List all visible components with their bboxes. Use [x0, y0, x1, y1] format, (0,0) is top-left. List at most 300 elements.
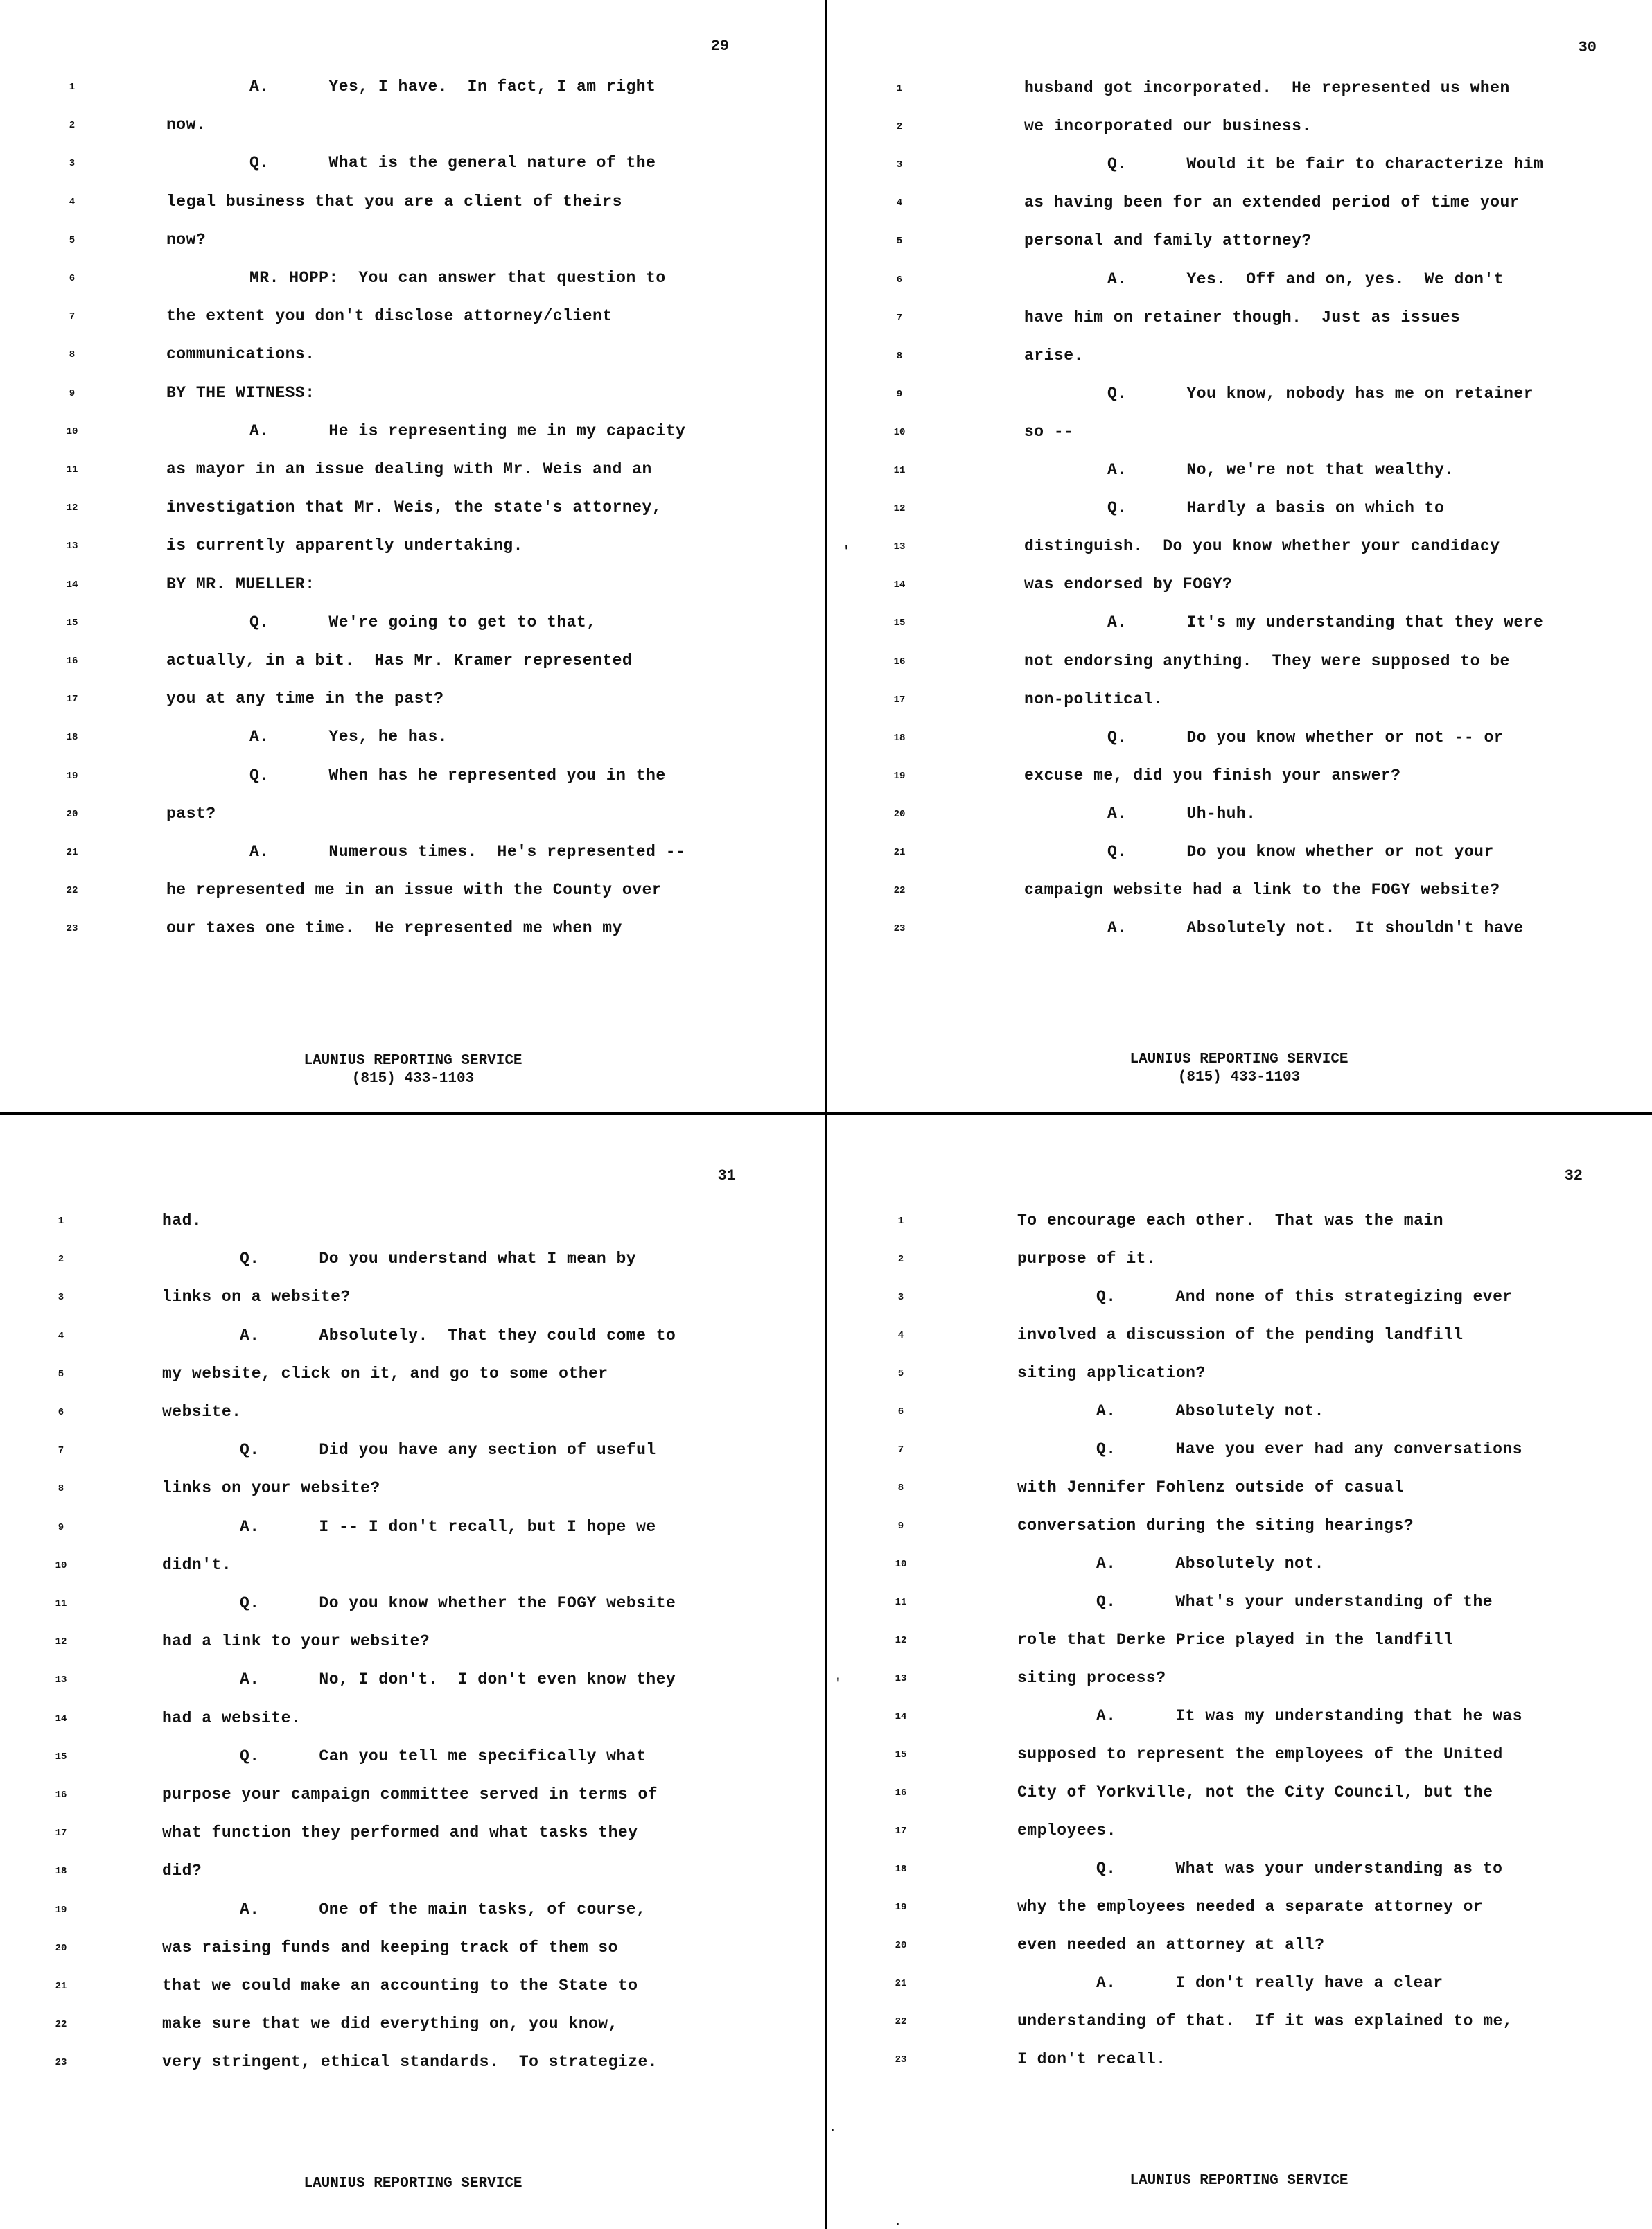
transcript-line	[826, 79, 1652, 107]
line-text: the extent you don't disclose attorney/client	[166, 307, 613, 326]
line-text: Q. When has he represented you in the	[249, 766, 666, 785]
line-number: 15	[893, 618, 906, 629]
line-number: 19	[66, 770, 78, 782]
line-text: had.	[162, 1212, 202, 1230]
line-text: you at any time in the past?	[166, 690, 444, 708]
line-text: very stringent, ethical standards. To strategize.	[162, 2053, 658, 2072]
line-number: 23	[66, 923, 78, 935]
line-text: links on a website?	[162, 1288, 351, 1306]
footer-company: LAUNIUS REPORTING SERVICE	[304, 2176, 522, 2192]
transcript-line	[0, 805, 826, 832]
line-number: 11	[893, 465, 906, 476]
transcript-line	[826, 1402, 1652, 1430]
line-number: 20	[895, 1940, 907, 1951]
transcript-line	[0, 1977, 826, 2004]
line-number: 8	[897, 1483, 904, 1494]
line-text: A. Absolutely not.	[1096, 1555, 1324, 1573]
transcript-line	[0, 652, 826, 679]
line-text: employees.	[1017, 1821, 1117, 1839]
line-number: 7	[897, 1444, 904, 1456]
scan-speck: '	[834, 1677, 842, 1691]
line-text: investigation that Mr. Weis, the state's attorney,	[166, 498, 662, 517]
line-text: MR. HOPP: You can answer that question to	[249, 269, 666, 287]
transcript-page-30	[826, 0, 1652, 1114]
transcript-line	[826, 1707, 1652, 1735]
line-number: 13	[893, 541, 906, 553]
line-text: involved a discussion of the pending landfill	[1017, 1326, 1464, 1344]
line-text: A. I -- I don't recall, but I hope we	[240, 1517, 656, 1536]
line-number: 13	[66, 541, 78, 552]
line-text: A. Yes. Off and on, yes. We don't	[1107, 270, 1504, 288]
line-number: 11	[55, 1598, 67, 1609]
line-text: Q. Do you know whether or not your	[1107, 843, 1494, 861]
line-text: A. Absolutely not. It shouldn't have	[1107, 919, 1524, 938]
line-number: 18	[55, 1866, 67, 1878]
line-text: have him on retainer though. Just as issues	[1024, 308, 1461, 326]
line-number: 5	[896, 236, 903, 247]
line-text: as having been for an extended period of time your	[1024, 193, 1520, 212]
footer-company: LAUNIUS REPORTING SERVICE	[304, 1053, 522, 1069]
line-number: 21	[893, 847, 906, 858]
transcript-line	[826, 155, 1652, 183]
line-number: 4	[69, 196, 76, 208]
line-text: A. He is representing me in my capacity	[249, 421, 686, 440]
vertical-divider	[825, 0, 827, 2229]
line-number: 8	[69, 349, 76, 361]
transcript-line	[0, 1632, 826, 1660]
line-number: 4	[896, 198, 903, 209]
transcript-line	[0, 767, 826, 794]
line-number: 22	[66, 885, 78, 897]
transcript-line	[0, 919, 826, 947]
line-text: BY MR. MUELLER:	[166, 575, 315, 593]
transcript-line	[826, 1555, 1652, 1582]
transcript-line	[826, 1250, 1652, 1277]
line-text: A. Numerous times. He's represented --	[249, 843, 686, 861]
line-text: supposed to represent the employees of the United	[1017, 1745, 1503, 1763]
line-number: 1	[897, 1216, 904, 1227]
transcript-line	[0, 1403, 826, 1431]
line-text: actually, in a bit. Has Mr. Kramer represented	[166, 652, 633, 670]
transcript-line	[0, 1441, 826, 1469]
line-text: siting process?	[1017, 1669, 1166, 1687]
line-number: 1	[896, 83, 903, 94]
line-text: was raising funds and keeping track of them so	[162, 1938, 618, 1957]
line-text: so --	[1024, 422, 1074, 441]
page-footer	[826, 1051, 1652, 1087]
line-number: 2	[58, 1254, 64, 1266]
transcript-line	[0, 690, 826, 717]
transcript-line	[826, 270, 1652, 298]
transcript-line	[826, 1783, 1652, 1811]
line-number: 2	[897, 1254, 904, 1265]
line-number: 7	[69, 311, 76, 323]
transcript-line	[0, 1288, 826, 1315]
transcript-line	[0, 1250, 826, 1277]
transcript-lines	[0, 0, 826, 1114]
line-text: understanding of that. If it was explained to me,	[1017, 2012, 1513, 2030]
line-number: 5	[58, 1368, 64, 1380]
footer-phone: (815) 433-1103	[1177, 1069, 1301, 1085]
transcript-line	[826, 1364, 1652, 1392]
page-number: 31	[717, 1167, 736, 1185]
line-number: 5	[897, 1368, 904, 1379]
line-number: 19	[895, 1902, 907, 1913]
line-text: was endorsed by FOGY?	[1024, 575, 1233, 594]
line-number: 3	[69, 158, 76, 170]
line-text: siting application?	[1017, 1364, 1206, 1382]
line-number: 14	[55, 1713, 67, 1724]
scan-speck: '	[843, 545, 850, 559]
line-number: 22	[895, 2016, 907, 2027]
line-text: Q. Did you have any section of useful	[240, 1441, 656, 1460]
transcript-line	[826, 423, 1652, 451]
line-text: A. Yes, he has.	[249, 728, 448, 746]
transcript-line	[826, 690, 1652, 718]
line-number: 8	[896, 350, 903, 362]
transcript-line	[0, 1327, 826, 1354]
line-text: past?	[166, 804, 216, 823]
line-number: 6	[58, 1407, 64, 1418]
transcript-line	[826, 767, 1652, 794]
transcript-line	[0, 1900, 826, 1928]
transcript-line	[826, 308, 1652, 336]
line-text: A. It's my understanding that they were	[1107, 613, 1544, 632]
transcript-lines	[826, 1114, 1652, 2229]
line-text: Q. We're going to get to that,	[249, 613, 597, 631]
line-text: what function they performed and what tasks they	[162, 1824, 638, 1842]
transcript-line	[0, 2015, 826, 2043]
line-text: To encourage each other. That was the main	[1017, 1212, 1443, 1230]
line-text: did?	[162, 1862, 202, 1880]
transcript-line	[826, 881, 1652, 909]
transcript-line	[0, 881, 826, 909]
transcript-line	[0, 1824, 826, 1851]
transcript-line	[0, 1670, 826, 1698]
transcript-line	[826, 1326, 1652, 1354]
transcript-line	[0, 1862, 826, 1889]
line-text: distinguish. Do you know whether your candidacy	[1024, 537, 1500, 556]
line-text: A. One of the main tasks, of course,	[240, 1900, 647, 1918]
line-text: A. It was my understanding that he was	[1096, 1707, 1522, 1725]
line-number: 7	[58, 1445, 64, 1457]
transcript-line	[826, 1669, 1652, 1697]
line-text: had a website.	[162, 1708, 301, 1727]
transcript-line	[0, 498, 826, 526]
line-number: 12	[895, 1635, 907, 1646]
line-number: 16	[895, 1787, 907, 1799]
line-text: A. No, I don't. I don't even know they	[240, 1670, 676, 1689]
line-text: my website, click on it, and go to some other	[162, 1364, 608, 1383]
horizontal-divider	[0, 1112, 1652, 1114]
line-number: 6	[69, 273, 76, 284]
line-text: Q. Hardly a basis on which to	[1107, 499, 1445, 518]
line-text: excuse me, did you finish your answer?	[1024, 766, 1401, 785]
page-footer	[0, 2175, 826, 2193]
line-text: as mayor in an issue dealing with Mr. Weis and an	[166, 460, 652, 478]
transcript-line	[826, 652, 1652, 680]
line-number: 22	[893, 885, 906, 897]
line-text: Q. What's your understanding of the	[1096, 1593, 1493, 1611]
transcript-line	[0, 536, 826, 564]
line-number: 23	[895, 2054, 907, 2065]
line-text: had a link to your website?	[162, 1632, 430, 1651]
line-text: links on your website?	[162, 1479, 380, 1498]
line-number: 23	[55, 2057, 67, 2069]
line-number: 22	[55, 2019, 67, 2031]
line-number: 1	[69, 82, 76, 93]
transcript-line	[826, 613, 1652, 641]
transcript-line	[0, 269, 826, 297]
transcript-line	[826, 499, 1652, 527]
line-text: didn't.	[162, 1555, 232, 1574]
line-number: 4	[897, 1330, 904, 1341]
line-number: 9	[69, 387, 76, 399]
line-number: 9	[58, 1521, 64, 1533]
transcript-line	[826, 1478, 1652, 1506]
transcript-line	[0, 1594, 826, 1622]
transcript-line	[826, 1898, 1652, 1925]
line-number: 14	[893, 579, 906, 591]
line-number: 7	[896, 312, 903, 324]
line-number: 12	[55, 1636, 67, 1648]
transcript-line	[826, 537, 1652, 565]
line-text: Q. Would it be fair to characterize him	[1107, 155, 1544, 174]
line-text: husband got incorporated. He represented us when	[1024, 79, 1510, 97]
line-text: that we could make an accounting to the State to	[162, 1977, 638, 1995]
line-text: Q. What is the general nature of the	[249, 154, 656, 173]
line-text: Q. Do you understand what I mean by	[240, 1250, 637, 1268]
transcript-line	[826, 347, 1652, 374]
line-number: 11	[66, 464, 78, 475]
page-footer	[826, 2172, 1652, 2190]
line-number: 18	[66, 732, 78, 744]
line-number: 17	[66, 694, 78, 706]
line-number: 18	[893, 732, 906, 744]
line-text: Q. Can you tell me specifically what	[240, 1747, 647, 1765]
line-text: A. Absolutely. That they could come to	[240, 1326, 676, 1345]
transcript-line	[0, 1747, 826, 1775]
transcript-line	[826, 1631, 1652, 1659]
line-text: purpose of it.	[1017, 1250, 1157, 1268]
line-number: 3	[58, 1292, 64, 1304]
line-text: Q. What was your understanding as to	[1096, 1860, 1503, 1878]
transcript-line	[826, 1288, 1652, 1315]
line-text: conversation during the siting hearings?	[1017, 1516, 1414, 1535]
transcript-line	[0, 384, 826, 412]
transcript-line	[0, 2053, 826, 2081]
transcript-line	[0, 460, 826, 488]
line-text: why the employees needed a separate attorney or	[1017, 1898, 1484, 1916]
line-text: A. No, we're not that wealthy.	[1107, 461, 1455, 479]
line-text: now?	[166, 230, 206, 249]
transcript-line	[826, 843, 1652, 871]
transcript-line	[826, 575, 1652, 603]
line-number: 20	[55, 1942, 67, 1954]
line-number: 9	[896, 388, 903, 400]
line-text: even needed an attorney at all?	[1017, 1936, 1325, 1954]
line-number: 13	[895, 1673, 907, 1684]
line-text: website.	[162, 1403, 242, 1421]
transcript-line	[826, 1860, 1652, 1887]
line-number: 13	[55, 1675, 67, 1686]
line-number: 10	[895, 1559, 907, 1570]
line-number: 23	[893, 923, 906, 935]
line-number: 1	[58, 1216, 64, 1227]
transcript-lines	[0, 1114, 826, 2229]
page-number: 32	[1564, 1167, 1583, 1185]
scan-speck: .	[829, 2121, 836, 2135]
line-text: non-political.	[1024, 690, 1163, 708]
transcript-line	[0, 193, 826, 220]
transcript-page-32	[826, 1114, 1652, 2229]
line-text: A. Yes, I have. In fact, I am right	[249, 78, 656, 96]
line-number: 9	[897, 1521, 904, 1532]
line-text: legal business that you are a client of theirs	[166, 192, 622, 211]
line-number: 20	[66, 808, 78, 820]
transcript-line	[0, 728, 826, 755]
line-number: 11	[895, 1597, 907, 1608]
page-number: 29	[710, 37, 729, 55]
transcript-line	[826, 1212, 1652, 1239]
line-number: 19	[55, 1904, 67, 1916]
transcript-line	[0, 1212, 826, 1239]
line-number: 5	[69, 234, 76, 246]
transcript-line	[826, 1745, 1652, 1773]
line-number: 6	[896, 274, 903, 286]
transcript-line	[0, 575, 826, 603]
line-number: 14	[66, 579, 78, 591]
line-number: 17	[895, 1826, 907, 1837]
line-text: he represented me in an issue with the County over	[166, 881, 662, 900]
line-number: 15	[66, 617, 78, 629]
line-number: 2	[69, 120, 76, 132]
transcript-line	[826, 1593, 1652, 1620]
transcript-line	[826, 385, 1652, 412]
line-number: 21	[895, 1978, 907, 1989]
page-footer	[0, 1052, 826, 1088]
transcript-lines	[826, 0, 1652, 1114]
line-text: Q. Do you know whether the FOGY website	[240, 1594, 676, 1612]
line-text: communications.	[166, 345, 315, 364]
line-number: 3	[897, 1292, 904, 1303]
line-text: arise.	[1024, 346, 1084, 365]
line-text: is currently apparently undertaking.	[166, 536, 523, 555]
line-number: 8	[58, 1483, 64, 1495]
line-text: not endorsing anything. They were supposed to be	[1024, 652, 1510, 670]
page-number: 30	[1578, 39, 1597, 56]
footer-phone: (815) 433-1103	[351, 1071, 475, 1087]
line-text: I don't recall.	[1017, 2050, 1166, 2068]
transcript-line	[0, 1709, 826, 1737]
transcript-line	[0, 231, 826, 259]
line-text: Q. And none of this strategizing ever	[1096, 1288, 1513, 1306]
line-number: 10	[55, 1559, 67, 1571]
transcript-line	[826, 117, 1652, 145]
line-number: 6	[897, 1406, 904, 1417]
line-text: A. I don't really have a clear	[1096, 1974, 1443, 1992]
line-text: A. Uh-huh.	[1107, 804, 1256, 823]
line-text: role that Derke Price played in the landfill	[1017, 1631, 1454, 1649]
transcript-line	[826, 1936, 1652, 1964]
line-number: 20	[893, 808, 906, 820]
transcript-line	[826, 919, 1652, 947]
footer-company: LAUNIUS REPORTING SERVICE	[1130, 1051, 1348, 1067]
transcript-line	[826, 1974, 1652, 2002]
line-number: 19	[893, 770, 906, 782]
line-number: 15	[895, 1749, 907, 1760]
scan-speck: .	[894, 2215, 902, 2229]
transcript-line	[826, 805, 1652, 832]
line-text: make sure that we did everything on, you know,	[162, 2015, 618, 2034]
transcript-line	[826, 1440, 1652, 1468]
line-number: 14	[895, 1711, 907, 1722]
line-number: 2	[896, 121, 903, 133]
transcript-line	[0, 843, 826, 871]
line-text: with Jennifer Fohlenz outside of casual	[1017, 1478, 1404, 1496]
line-text: Q. Do you know whether or not -- or	[1107, 728, 1504, 746]
line-number: 12	[893, 503, 906, 515]
line-text: now.	[166, 116, 206, 134]
line-number: 18	[895, 1864, 907, 1875]
line-number: 16	[66, 656, 78, 667]
line-text: City of Yorkville, not the City Council, but the	[1017, 1783, 1493, 1801]
line-number: 15	[55, 1751, 67, 1763]
line-number: 10	[893, 426, 906, 438]
transcript-line	[826, 2050, 1652, 2078]
transcript-line	[0, 345, 826, 373]
transcript-line	[0, 1365, 826, 1392]
line-number: 16	[55, 1790, 67, 1801]
line-text: purpose your campaign committee served in terms of	[162, 1785, 658, 1803]
transcript-line	[0, 154, 826, 182]
transcript-line	[0, 1939, 826, 1966]
line-text: campaign website had a link to the FOGY website?	[1024, 881, 1500, 900]
line-text: Q. You know, nobody has me on retainer	[1107, 384, 1534, 403]
transcript-line	[826, 728, 1652, 756]
line-text: Q. Have you ever had any conversations	[1096, 1440, 1522, 1458]
transcript-line	[826, 193, 1652, 221]
transcript-line	[0, 78, 826, 105]
line-text: personal and family attorney?	[1024, 231, 1312, 250]
line-number: 4	[58, 1330, 64, 1342]
line-number: 3	[896, 159, 903, 171]
line-number: 12	[66, 502, 78, 514]
transcript-line	[0, 422, 826, 450]
transcript-page-29	[0, 0, 826, 1114]
line-text: we incorporated our business.	[1024, 117, 1312, 136]
line-number: 17	[893, 694, 906, 706]
transcript-line	[0, 1479, 826, 1507]
transcript-line	[0, 1556, 826, 1584]
line-number: 16	[893, 656, 906, 667]
transcript-line	[0, 1518, 826, 1546]
transcript-line	[0, 613, 826, 641]
line-text: BY THE WITNESS:	[166, 383, 315, 402]
line-number: 21	[66, 847, 78, 858]
transcript-page-31	[0, 1114, 826, 2229]
footer-company: LAUNIUS REPORTING SERVICE	[1130, 2173, 1348, 2189]
line-text: A. Absolutely not.	[1096, 1402, 1324, 1420]
transcript-line	[0, 116, 826, 143]
transcript-line	[826, 2012, 1652, 2040]
transcript-line	[826, 1516, 1652, 1544]
transcript-line	[826, 231, 1652, 259]
line-number: 10	[66, 426, 78, 437]
transcript-line	[826, 461, 1652, 489]
line-number: 17	[55, 1828, 67, 1839]
transcript-line	[0, 307, 826, 335]
